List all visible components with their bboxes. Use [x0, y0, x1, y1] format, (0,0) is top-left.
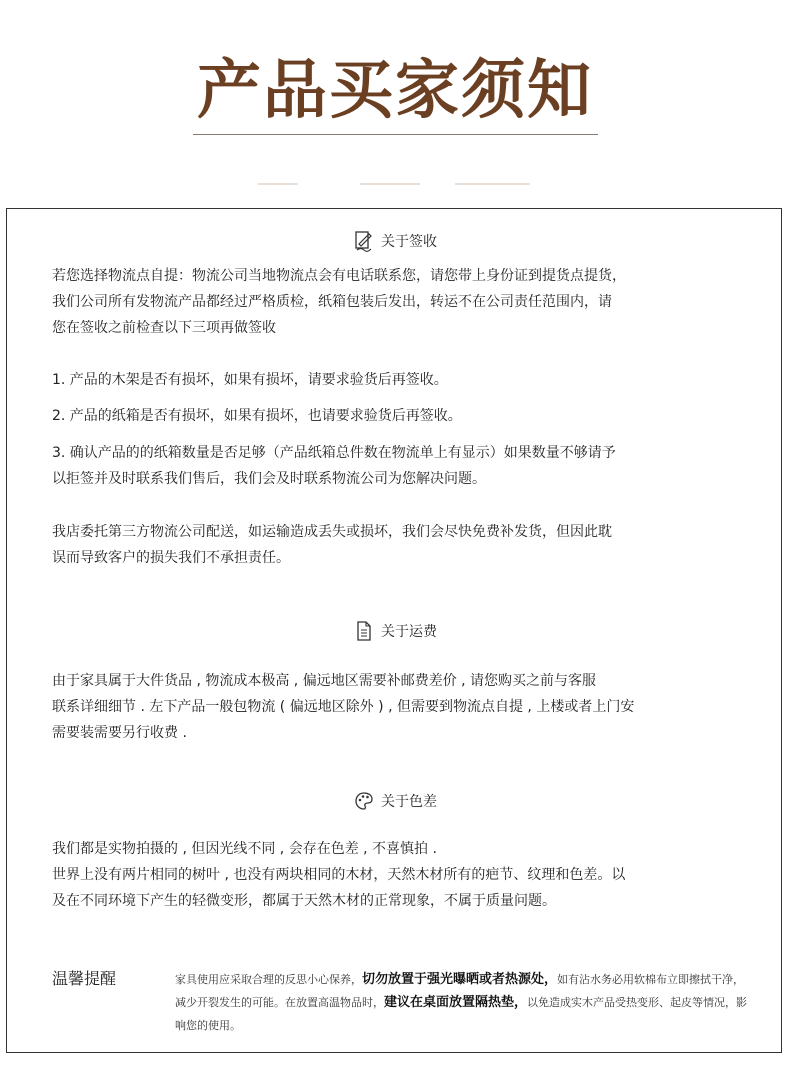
tip-text-part: 如有沾水务必用软棉布立即擦拭干净，减少开裂发生的可能。在放置高温物品时，: [175, 973, 745, 1009]
signing-item-3: 3. 确认产品的的纸箱数量是否足够（产品纸箱总件数在物流单上有显示）如果数量不够请予 以拒签并及时联系我们售后，我们会及时联系物流公司为您解决问题。: [52, 445, 616, 487]
signing-disclaimer: 我店委托第三方物流公司配送，如运输造成丢失或损坏，我们会尽快免费补发货，但因此耽 误而导致客户的损失我们不承担责任。: [52, 524, 612, 566]
title-divider: [193, 134, 598, 135]
section-heading-label: 关于运费: [381, 624, 437, 640]
signature-pen-icon: [353, 230, 375, 252]
palette-icon: [353, 790, 375, 812]
signing-item-1: 1. 产品的木架是否有损坏，如果有损坏，请要求验货后再签收。: [52, 372, 448, 388]
tip-bold-warning: 切勿放置于强光曝晒或者热源处，: [362, 972, 558, 987]
signing-intro: 若您选择物流点自提：物流公司当地物流点会有电话联系您，请您带上身份证到提货点提货， 我们公司所有发物流产品都经过严格质检，纸箱包装后发出，转运不在公司责任范围内，请 您在签收之前检查以下三项再做签收: [52, 268, 626, 336]
section-heading-color: [0, 790, 790, 812]
warm-tip-text: [175, 968, 750, 1037]
tip-text-part: 家具使用应采取合理的反思小心保养，: [175, 973, 362, 986]
section-heading-signing: [0, 230, 790, 252]
page-title: 产品买家须知: [197, 54, 593, 128]
tip-bold-warning: 建议在桌面放置隔热垫，: [384, 995, 528, 1010]
section-heading-label: 关于色差: [381, 794, 437, 810]
tip-text-part: 以免造成实木产品受热变形、起皮等情况，影响您的使用。: [175, 996, 748, 1032]
shipping-text: 由于家具属于大件货品 , 物流成本极高 , 偏远地区需要补邮费差价 , 请您购买之前与客服 联系详细细节 . 左下产品一般包物流 ( 偏远地区除外 ) , 但需要到物流点自提 , 上楼或者上门安 需要装需要另行收费 .: [52, 673, 635, 741]
signing-item-2: 2. 产品的纸箱是否有损坏，如果有损坏，也请要求验货后再签收。: [52, 408, 462, 424]
color-text: 我们都是实物拍摄的 , 但因光线不同 , 会存在色差 , 不喜慎拍 . 世界上没有两片相同的树叶 , 也没有两块相同的木材，天然木材所有的疤节、纹理和色差。以 及在不同环境下产生的轻微变形，都属于天然木材的正常现象，不属于质量问题。: [52, 841, 626, 909]
section-heading-shipping: [0, 620, 790, 642]
faint-decoration: [360, 183, 420, 185]
section-heading-label: 关于签收: [381, 234, 437, 250]
warm-tip-label: 温馨提醒: [52, 969, 117, 988]
faint-decoration: [455, 183, 530, 185]
document-icon: [353, 620, 375, 642]
faint-decoration: [258, 183, 298, 185]
